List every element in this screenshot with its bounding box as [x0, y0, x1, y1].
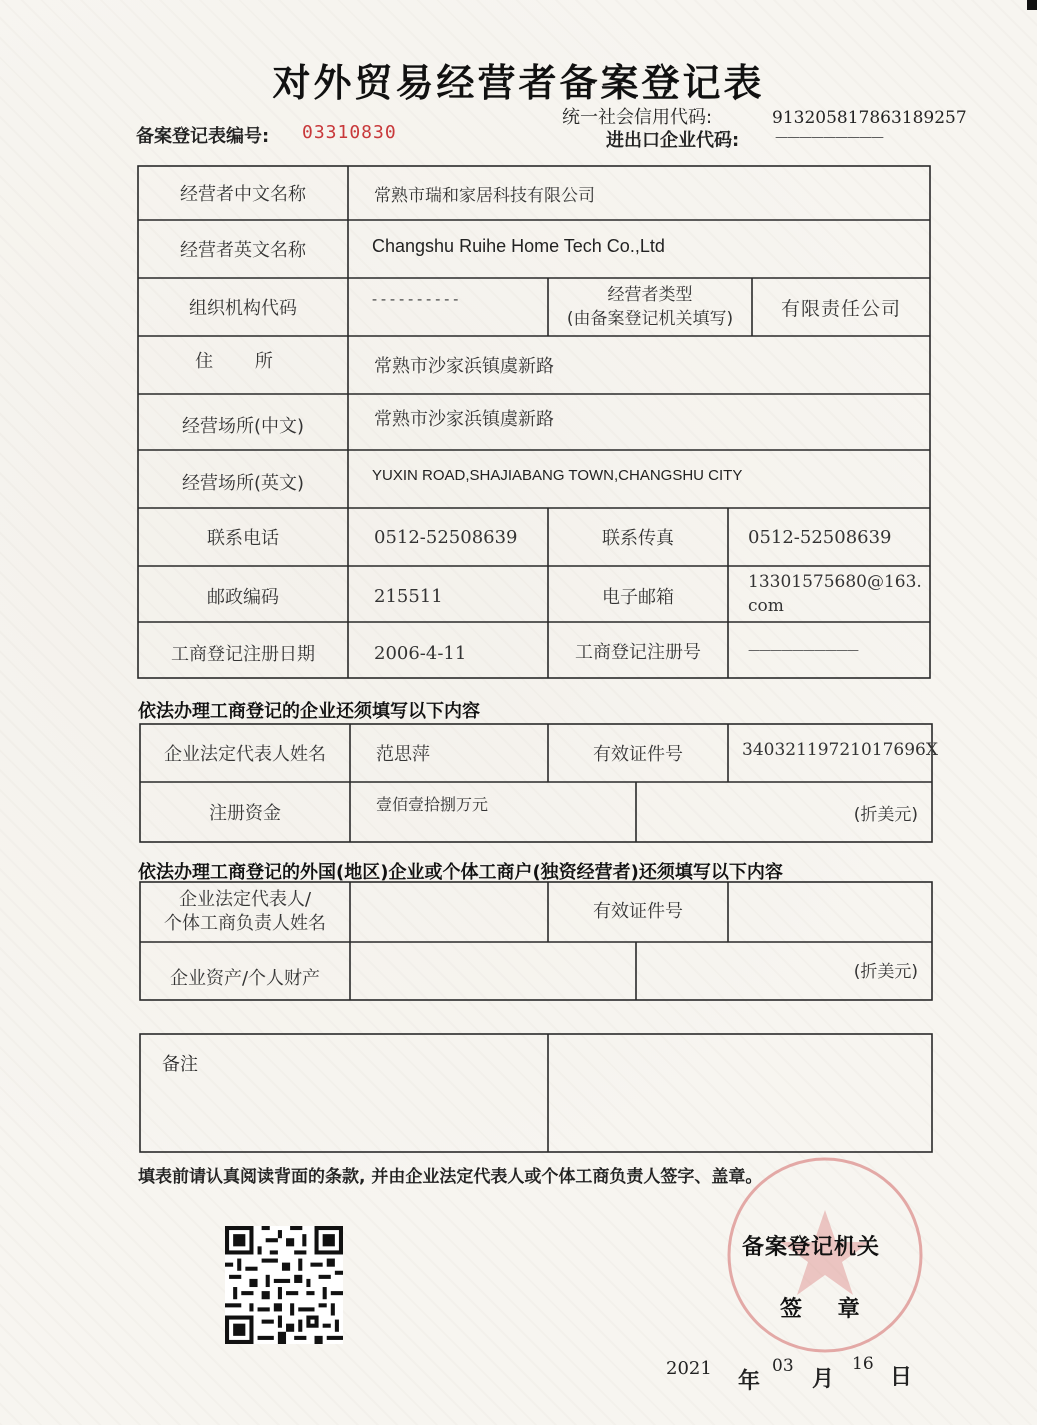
- record-no-label: 备案登记表编号:: [136, 126, 270, 147]
- authority-label: 备案登记机关: [742, 1235, 881, 1260]
- foreign-rep-label-line1: 企业法定代表人/: [178, 889, 312, 910]
- date-month: 03: [772, 1356, 794, 1376]
- assets-usd-note: (折美元): [853, 961, 918, 982]
- email-value-line1: 13301575680@163.: [748, 572, 922, 592]
- record-no-value: 03310830: [302, 122, 397, 143]
- reg-no-value: ——————————: [748, 643, 858, 657]
- qr-code: [224, 1226, 344, 1344]
- postcode-value: 215511: [374, 585, 443, 607]
- org-code-value: ----------: [370, 290, 461, 308]
- reg-no-label: 工商登记注册号: [575, 642, 701, 663]
- place-cn-value: 常熟市沙家浜镇虞新路: [374, 409, 554, 430]
- legal-rep-id-label: 有效证件号: [593, 744, 683, 765]
- cn-name-value: 常熟市瑞和家居科技有限公司: [374, 185, 595, 206]
- operator-type-label-line2: (由备案登记机关填写): [566, 309, 734, 329]
- foreign-rep-value: [350, 882, 548, 942]
- phone-value: 0512-52508639: [374, 526, 518, 548]
- reg-date-label: 工商登记注册日期: [171, 644, 315, 665]
- footer-instruction: 填表前请认真阅读背面的条款, 并由企业法定代表人或个体工商负责人签字、盖章。: [138, 1167, 763, 1187]
- foreign-rep-id-value: [728, 882, 932, 942]
- postcode-label: 邮政编码: [207, 587, 279, 608]
- legal-rep-label: 企业法定代表人姓名: [164, 744, 326, 765]
- date-day-unit: 日: [890, 1365, 913, 1390]
- place-en-value: YUXIN ROAD,SHAJIABANG TOWN,CHANGSHU CITY: [372, 466, 743, 484]
- en-name-label: 经营者英文名称: [180, 240, 306, 261]
- remarks-label: 备注: [162, 1054, 198, 1075]
- foreign-rep-id-label: 有效证件号: [593, 901, 683, 922]
- phone-label: 联系电话: [207, 528, 279, 549]
- email-value-line2: com: [748, 596, 784, 616]
- legal-rep-value: 范思萍: [376, 744, 430, 765]
- operator-type-label-line1: 经营者类型: [607, 285, 693, 305]
- date-day: 16: [852, 1354, 874, 1374]
- assets-label: 企业资产/个人财产: [169, 968, 321, 989]
- date-month-unit: 月: [812, 1367, 835, 1392]
- section3-heading: 依法办理工商登记的外国(地区)企业或个体工商户(独资经营者)还须填写以下内容: [138, 862, 783, 883]
- place-cn-label: 经营场所(中文): [181, 416, 305, 437]
- foreign-rep-label: [140, 882, 350, 942]
- org-code-label: 组织机构代码: [189, 298, 297, 319]
- operator-type-value: 有限责任公司: [780, 297, 901, 320]
- email-value: [728, 566, 930, 622]
- date-year-unit: 年: [738, 1369, 761, 1394]
- credit-code-value: 913205817863189257: [772, 108, 967, 128]
- cn-name-label: 经营者中文名称: [180, 184, 306, 205]
- ie-code-label: 进出口企业代码:: [606, 130, 740, 151]
- place-en-label: 经营场所(英文): [181, 473, 305, 494]
- email-label: 电子邮箱: [602, 587, 674, 608]
- fax-label: 联系传真: [602, 528, 674, 549]
- fax-value: 0512-52508639: [748, 526, 892, 548]
- document-title: 对外贸易经营者备案登记表: [272, 61, 765, 105]
- address-label: 住 所: [195, 351, 291, 372]
- foreign-rep-label-line2: 个体工商负责人姓名: [164, 913, 326, 934]
- address-value: 常熟市沙家浜镇虞新路: [374, 356, 554, 377]
- credit-code-label: 统一社会信用代码:: [562, 107, 713, 128]
- date-year: 2021: [666, 1358, 712, 1379]
- operator-type-label: [548, 278, 752, 336]
- capital-value: 壹佰壹拾捌万元: [376, 794, 489, 814]
- capital-label: 注册资金: [209, 803, 281, 824]
- legal-rep-id-value: 34032119721017696X: [742, 740, 938, 760]
- assets-value: [350, 942, 636, 1000]
- en-name-value: Changshu Ruihe Home Tech Co.,Ltd: [372, 235, 665, 256]
- ie-code-value: —————————: [775, 130, 883, 145]
- capital-usd-note: (折美元): [853, 804, 918, 825]
- seal-label: 签 章: [780, 1297, 874, 1322]
- section2-heading: 依法办理工商登记的企业还须填写以下内容: [138, 701, 480, 722]
- reg-date-value: 2006-4-11: [374, 642, 467, 664]
